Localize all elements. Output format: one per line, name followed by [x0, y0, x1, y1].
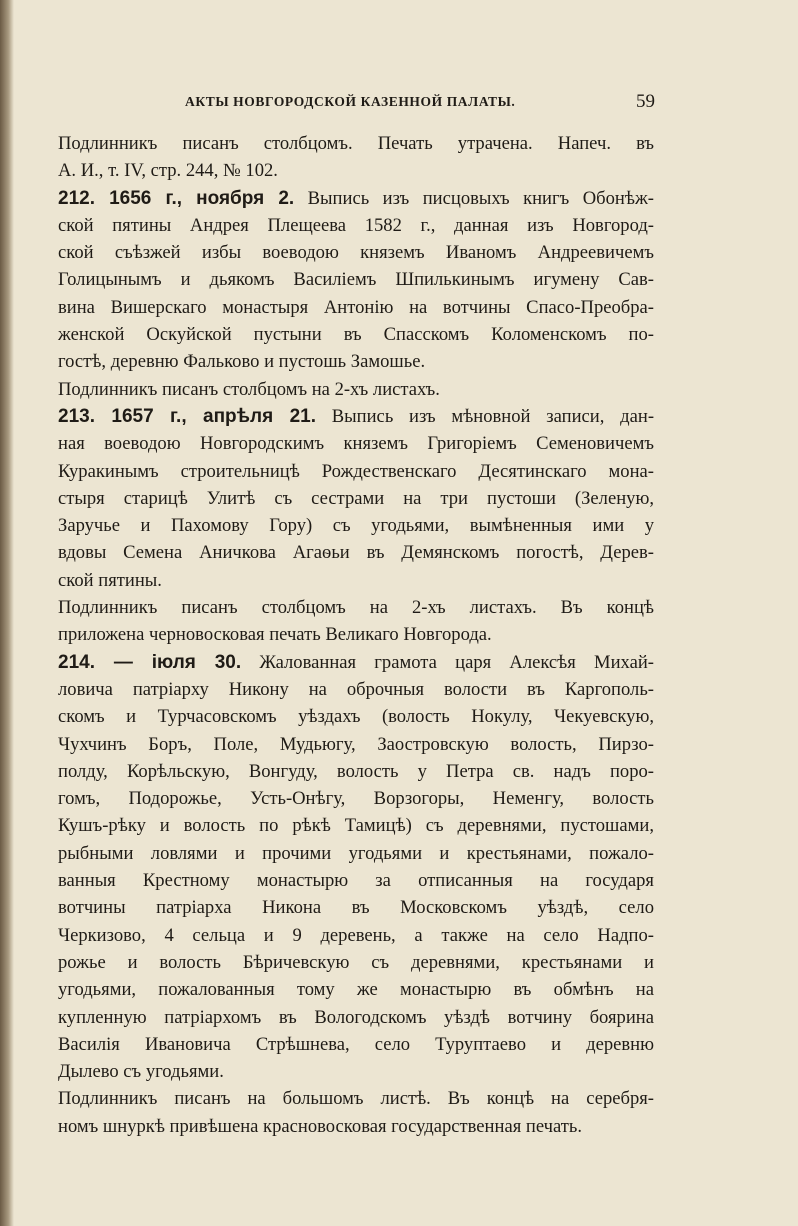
text-line: вдовы Семена Аничкова Агаѳьи въ Демянскомъ погостѣ, Дерев-	[58, 542, 654, 564]
text-line: ловича патріарху Никону на оброчныя волости въ Каргополь-	[58, 678, 654, 700]
text-line: А. И., т. IV, стр. 244, № 102.	[58, 160, 278, 182]
text-line: Черкизово, 4 сельца и 9 деревень, а также на село Надпо-	[58, 924, 654, 946]
text-line: Кушъ-рѣку и волость по рѣкѣ Тамицѣ) съ деревнями, пустошами,	[58, 815, 654, 837]
entry-note: Подлинникъ писанъ на большомъ листѣ. Въ концѣ на серебря-	[58, 1088, 654, 1110]
entry-text: Выпись изъ писцовыхъ книгъ Обонѣж-	[307, 187, 654, 209]
text-line: Подлинникъ писанъ столбцомъ. Печать утрачена. Напеч. въ	[58, 133, 654, 154]
text-line: скомъ и Турчасовскомъ уѣздахъ (волость Нокулу, Чекуевскую,	[58, 706, 654, 728]
text-line: ванныя Крестному монастырю за отписанныя на государя	[58, 870, 654, 892]
running-head: АКТЫ НОВГОРОДСКОЙ КАЗЕННОЙ ПАЛАТЫ.	[185, 94, 516, 109]
text-line: купленную патріархомъ въ Вологодскомъ уѣздѣ вотчину боярина	[58, 1006, 654, 1028]
entry-note: Подлинникъ писанъ столбцомъ на 2-хъ листахъ. Въ концѣ	[58, 597, 654, 619]
text-line: стыря старицѣ Улитѣ съ сестрами на три пустоши (Зеленую,	[58, 487, 654, 509]
entry-note: Подлинникъ писанъ столбцомъ на 2-хъ листахъ.	[58, 378, 440, 400]
text-line: вина Вишерскаго монастыря Антонію на вотчины Спасо-Преобра-	[58, 296, 654, 318]
text-line: Заручье и Пахомову Гору) съ угодьями, вымѣненныя ими у	[58, 515, 654, 537]
text-line: Дылево съ угодьями.	[58, 1061, 224, 1083]
text-line: женской Оскуйской пустыни въ Спасскомъ Коломенскомъ по-	[58, 324, 654, 346]
text-line: рыбными ловлями и прочими угодьями и крестьянами, пожало-	[58, 842, 654, 864]
text-line: Василія Ивановича Стрѣшнева, село Туруптаево и деревню	[58, 1033, 654, 1055]
text-line: Голицынымъ и дьякомъ Василіемъ Шпилькинымъ игумену Сав-	[58, 269, 654, 291]
text-line: Чухчинъ Боръ, Поле, Мудьюгу, Заостровскую волость, Пирзо-	[58, 733, 654, 755]
entry-heading-line	[58, 185, 654, 212]
text-line: ской пятины.	[58, 569, 162, 591]
entry-heading-line	[58, 403, 654, 430]
text-line: рожье и волость Бѣричевскую съ деревнями, крестьянами и	[58, 951, 654, 973]
text-line: полду, Корѣльскую, Вонгуду, волость у Петра св. надъ поро-	[58, 760, 654, 782]
text-line: гомъ, Подорожье, Усть-Онѣгу, Ворзогоры, Неменгу, волость	[58, 788, 654, 810]
text-line: гостѣ, деревню Фальково и пустошь Замошье.	[58, 351, 426, 373]
entry-heading-line	[58, 649, 654, 676]
entry-note: номъ шнуркѣ привѣшена красновосковая государственная печать.	[58, 1115, 583, 1137]
text-line: угодьями, пожалованныя тому же монастырю въ обмѣнъ на	[58, 979, 654, 1001]
text-line: ная воеводою Новгородскимъ княземъ Григоріемъ Семеновичемъ	[58, 433, 654, 455]
text-line: вотчины патріарха Никона въ Московскомъ уѣздѣ, село	[58, 897, 654, 919]
entry-note: приложена черновосковая печать Великаго Новгорода.	[58, 624, 492, 646]
text-line: Куракинымъ строительницѣ Рождественскаго Десятинскаго мона-	[58, 460, 654, 482]
entry-number: 213. 1657 г., апрѣля 21.	[58, 405, 316, 427]
text-line: ской съѣзжей избы воеводою княземъ Иваномъ Андреевичемъ	[58, 242, 654, 264]
page-number: 59	[636, 91, 655, 112]
entry-number: 214. — іюля 30.	[58, 651, 242, 673]
entry-text: Жалованная грамота царя Алексѣя Михай-	[259, 651, 654, 673]
entry-number: 212. 1656 г., ноября 2.	[58, 187, 295, 209]
entry-text: Выпись изъ мѣновной записи, дан-	[331, 405, 655, 427]
text-line: ской пятины Андрея Плещеева 1582 г., данная изъ Новгород-	[58, 214, 654, 236]
page-body	[58, 130, 654, 1140]
page-header	[185, 91, 655, 117]
